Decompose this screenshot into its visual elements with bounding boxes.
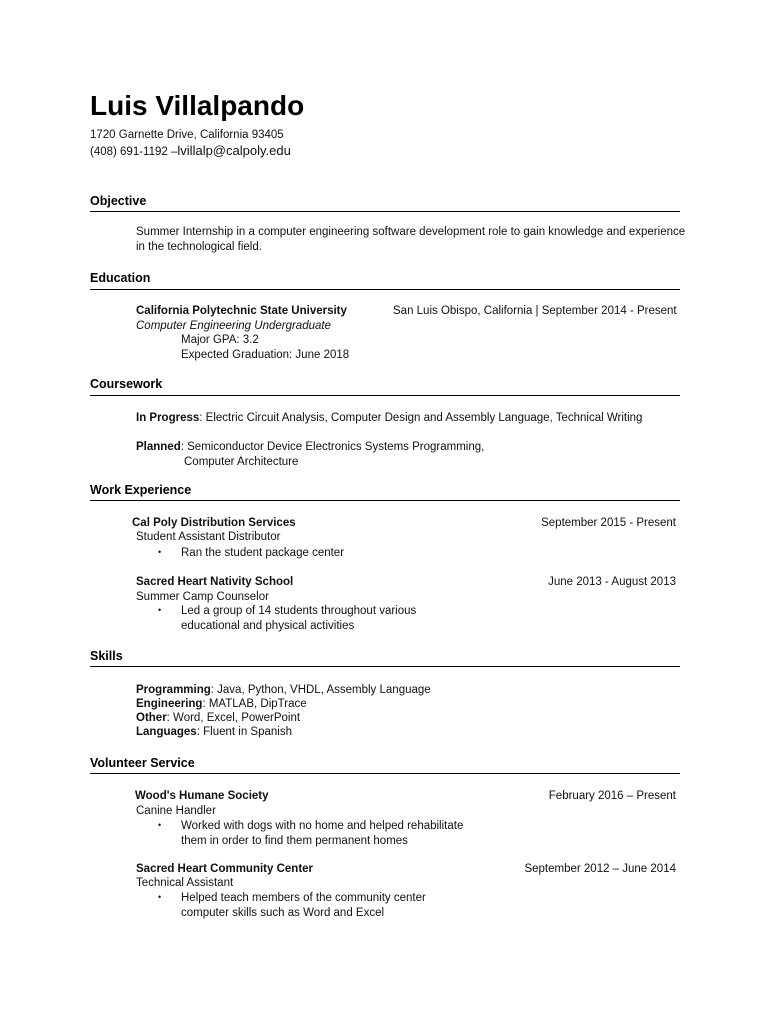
skill-text: : Fluent in Spanish bbox=[196, 726, 292, 738]
section-rule bbox=[90, 773, 680, 774]
skill-text: : MATLAB, DipTrace bbox=[202, 698, 307, 710]
skill-label: Other bbox=[136, 712, 167, 724]
volunteer-dates: February 2016 – Present bbox=[548, 790, 676, 802]
job-dates: June 2013 - August 2013 bbox=[548, 576, 676, 588]
bullet-icon: • bbox=[158, 820, 162, 830]
section-heading-volunteer: Volunteer Service bbox=[90, 756, 195, 770]
volunteer-bullet-text: Worked with dogs with no home and helped rehabilitate bbox=[181, 820, 464, 832]
volunteer-bullet-text: Helped teach members of the community center bbox=[181, 892, 426, 904]
section-heading-work: Work Experience bbox=[90, 483, 192, 497]
job-bullet-text: Led a group of 14 students throughout various bbox=[181, 605, 417, 617]
phone-number: (408) 691-1192 bbox=[90, 146, 168, 158]
job-role: Summer Camp Counselor bbox=[136, 591, 269, 603]
section-rule bbox=[90, 666, 680, 667]
bullet-icon: • bbox=[158, 892, 162, 902]
degree: Computer Engineering Undergraduate bbox=[136, 320, 331, 332]
skill-programming bbox=[136, 683, 431, 697]
school-name: California Polytechnic State University bbox=[136, 305, 347, 317]
job-bullet-text: Ran the student package center bbox=[181, 547, 345, 559]
skill-other bbox=[136, 711, 300, 725]
volunteer-dates: September 2012 – June 2014 bbox=[524, 863, 676, 875]
volunteer-bullet-text-cont: computer skills such as Word and Excel bbox=[181, 907, 385, 919]
volunteer-role: Canine Handler bbox=[136, 805, 216, 817]
skill-label: Programming bbox=[136, 684, 211, 696]
section-rule bbox=[90, 211, 680, 212]
volunteer-role: Technical Assistant bbox=[136, 877, 234, 889]
job-bullet-text-cont: educational and physical activities bbox=[181, 620, 355, 632]
resume-name: Luis Villalpando bbox=[90, 90, 305, 121]
skill-label: Languages bbox=[136, 726, 197, 738]
section-heading-skills: Skills bbox=[90, 649, 123, 663]
bullet-icon: • bbox=[158, 547, 162, 557]
contact-line bbox=[90, 144, 291, 159]
objective-line-2: in the technological field. bbox=[136, 241, 262, 253]
address-line: 1720 Garnette Drive, California 93405 bbox=[90, 129, 284, 141]
section-rule bbox=[90, 500, 680, 501]
volunteer-org: Sacred Heart Community Center bbox=[136, 863, 314, 875]
section-heading-objective: Objective bbox=[90, 194, 147, 208]
in-progress-label: In Progress bbox=[136, 412, 200, 424]
job-dates: September 2015 - Present bbox=[541, 517, 676, 529]
expected-graduation: Expected Graduation: June 2018 bbox=[181, 349, 350, 361]
coursework-planned bbox=[136, 440, 484, 454]
skill-label: Engineering bbox=[136, 698, 203, 710]
school-location-dates: San Luis Obispo, California | September 2014 - Present bbox=[393, 305, 677, 317]
section-heading-coursework: Coursework bbox=[90, 377, 163, 391]
email-address: lvillalp@calpoly.edu bbox=[177, 143, 291, 158]
skill-engineering bbox=[136, 697, 307, 711]
volunteer-org: Wood's Humane Society bbox=[135, 790, 269, 802]
job-org: Sacred Heart Nativity School bbox=[136, 576, 294, 588]
planned-label: Planned bbox=[136, 441, 181, 453]
skill-text: : Java, Python, VHDL, Assembly Language bbox=[210, 684, 431, 696]
job-org: Cal Poly Distribution Services bbox=[132, 517, 296, 529]
bullet-icon: • bbox=[158, 605, 162, 615]
section-heading-education: Education bbox=[90, 271, 151, 285]
coursework-in-progress bbox=[136, 411, 642, 425]
planned-courses: : Semiconductor Device Electronics Systems Programming, bbox=[180, 441, 485, 453]
volunteer-bullet-text-cont: them in order to find them permanent homes bbox=[181, 835, 408, 847]
gpa: Major GPA: 3.2 bbox=[181, 334, 259, 346]
section-rule bbox=[90, 395, 680, 396]
objective-line-1: Summer Internship in a computer engineering software development role to gain knowledge and experience bbox=[136, 226, 686, 238]
skill-text: : Word, Excel, PowerPoint bbox=[166, 712, 301, 724]
job-role: Student Assistant Distributor bbox=[136, 531, 281, 543]
in-progress-courses: : Electric Circuit Analysis, Computer Design and Assembly Language, Technical Writing bbox=[199, 412, 643, 424]
planned-courses-cont: Computer Architecture bbox=[184, 456, 299, 468]
skill-languages bbox=[136, 725, 292, 739]
contact-separator: – bbox=[171, 146, 178, 158]
section-rule bbox=[90, 289, 680, 290]
